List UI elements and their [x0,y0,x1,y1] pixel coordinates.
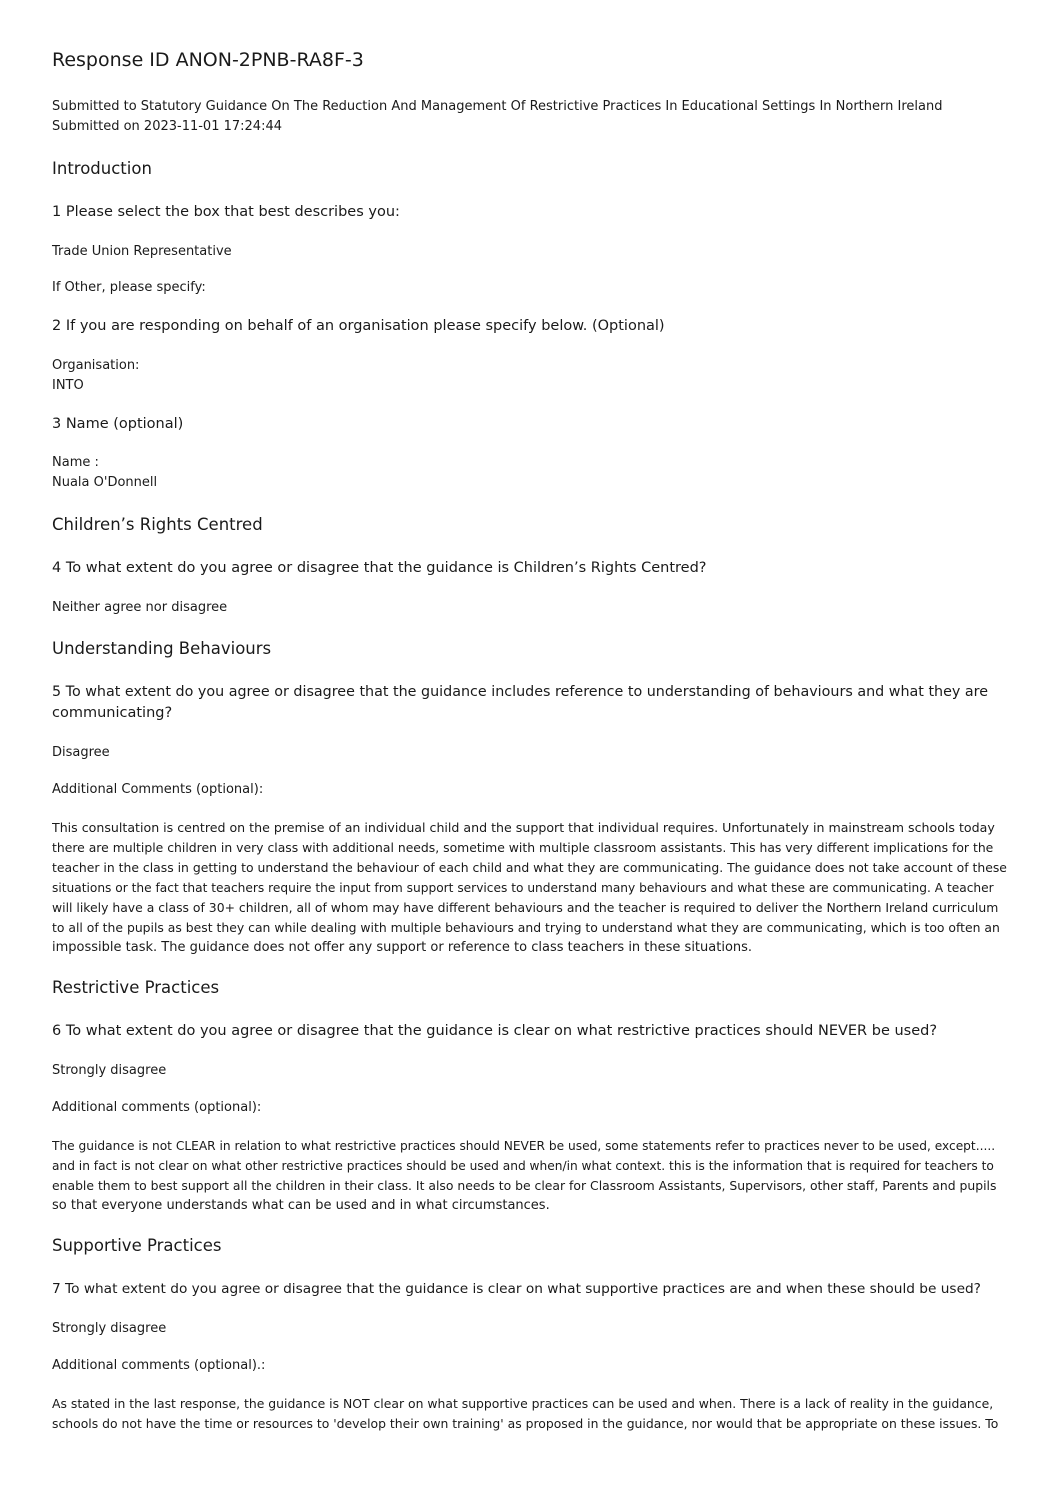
comment-line: The guidance is not CLEAR in relation to what restrictive practices should NEVER be used, some statements refer to practices never to be used, except..... [52,1139,996,1153]
section-understanding-behaviours: Understanding Behaviours [52,639,272,658]
question-5-line: 5 To what extent do you agree or disagree that the guidance includes reference to understanding of behaviours and what they are [52,684,989,700]
comments-label-7: Additional comments (optional).: [52,1358,266,1373]
answer-4: Neither agree nor disagree [52,600,228,615]
section-childrens-rights: Children’s Rights Centred [52,515,263,534]
submitted-to: Submitted to Statutory Guidance On The Reduction And Management Of Restrictive Practices In Educational Settings In Northern Ireland [52,99,943,114]
comment-5 [52,818,1008,958]
answer-6: Strongly disagree [52,1063,167,1078]
question-6: 6 To what extent do you agree or disagree that the guidance is clear on what restrictive practices should NEVER be used? [52,1023,938,1039]
answer-5: Disagree [52,745,110,760]
question-2: 2 If you are responding on behalf of an organisation please specify below. (Optional) [52,318,665,334]
section-restrictive-practices: Restrictive Practices [52,978,220,997]
comment-line: situations or the fact that teachers require the input from support services to understand many behaviours and what these are communicating. A teacher [52,881,994,895]
comment-line: enable them to best support all the children in their class. It also needs to be clear for Classroom Assistants, Supervisors, other staff, Parents and pupils [52,1178,997,1193]
response-title: Response ID ANON-2PNB-RA8F-3 [52,49,364,71]
other-specify-label: If Other, please specify: [52,280,206,295]
comment-line: and in fact is not clear on what other restrictive practices should be used and when/in what context. this is the information that is required for teachers to [52,1159,994,1173]
comment-7 [52,1394,1008,1434]
question-5 [52,682,992,724]
name-value: Nuala O'Donnell [52,475,158,490]
question-3: 3 Name (optional) [52,416,184,432]
comment-line: there are multiple children in very class with additional needs, sometime with multiple classroom assistants. This has very different implications for the [52,840,994,855]
question-7: 7 To what extent do you agree or disagree that the guidance is clear on what supportive practices are and when these should be used? [52,1281,981,1297]
section-introduction: Introduction [52,159,152,178]
comment-line: This consultation is centred on the premise of an individual child and the support that individual requires. Unfortunately in mainstream schools today [52,820,995,835]
comment-line: impossible task. The guidance does not offer any support or reference to class teachers in these situations. [52,940,753,955]
answer-7: Strongly disagree [52,1321,167,1336]
question-1: 1 Please select the box that best describes you: [52,204,400,220]
answer-1: Trade Union Representative [52,244,232,259]
comment-line: so that everyone understands what can be used and in what circumstances. [52,1198,550,1213]
comment-6 [52,1136,1008,1216]
comment-line: schools do not have the time or resources to 'develop their own training' as proposed in the guidance, nor would that be appropriate on these issues. To [52,1416,999,1431]
question-5-line: communicating? [52,705,173,721]
comments-label-6: Additional comments (optional): [52,1100,262,1115]
comment-line: As stated in the last response, the guidance is NOT clear on what supportive practices can be used and when. There is a lack of reality in the guidance, [52,1396,994,1411]
name-label: Name : [52,455,99,470]
comment-line: to all of the pupils as best they can while dealing with multiple behaviours and trying to understand what they are communicating, which is too often an [52,920,1000,935]
organisation-value: INTO [52,378,84,393]
comment-line: teacher in the class in getting to understand the behaviour of each child and what they are communicating. The guidance does not take account of these [52,860,1007,875]
comments-label-5: Additional Comments (optional): [52,782,264,797]
comment-line: will likely have a class of 30+ children, all of whom may have different behaviours and the teacher is required to deliver the Northern Ireland curriculum [52,900,999,915]
question-4: 4 To what extent do you agree or disagree that the guidance is Children’s Rights Centred? [52,560,707,576]
section-supportive-practices: Supportive Practices [52,1236,222,1255]
submitted-on: Submitted on 2023-11-01 17:24:44 [52,119,282,134]
organisation-label: Organisation: [52,358,140,373]
